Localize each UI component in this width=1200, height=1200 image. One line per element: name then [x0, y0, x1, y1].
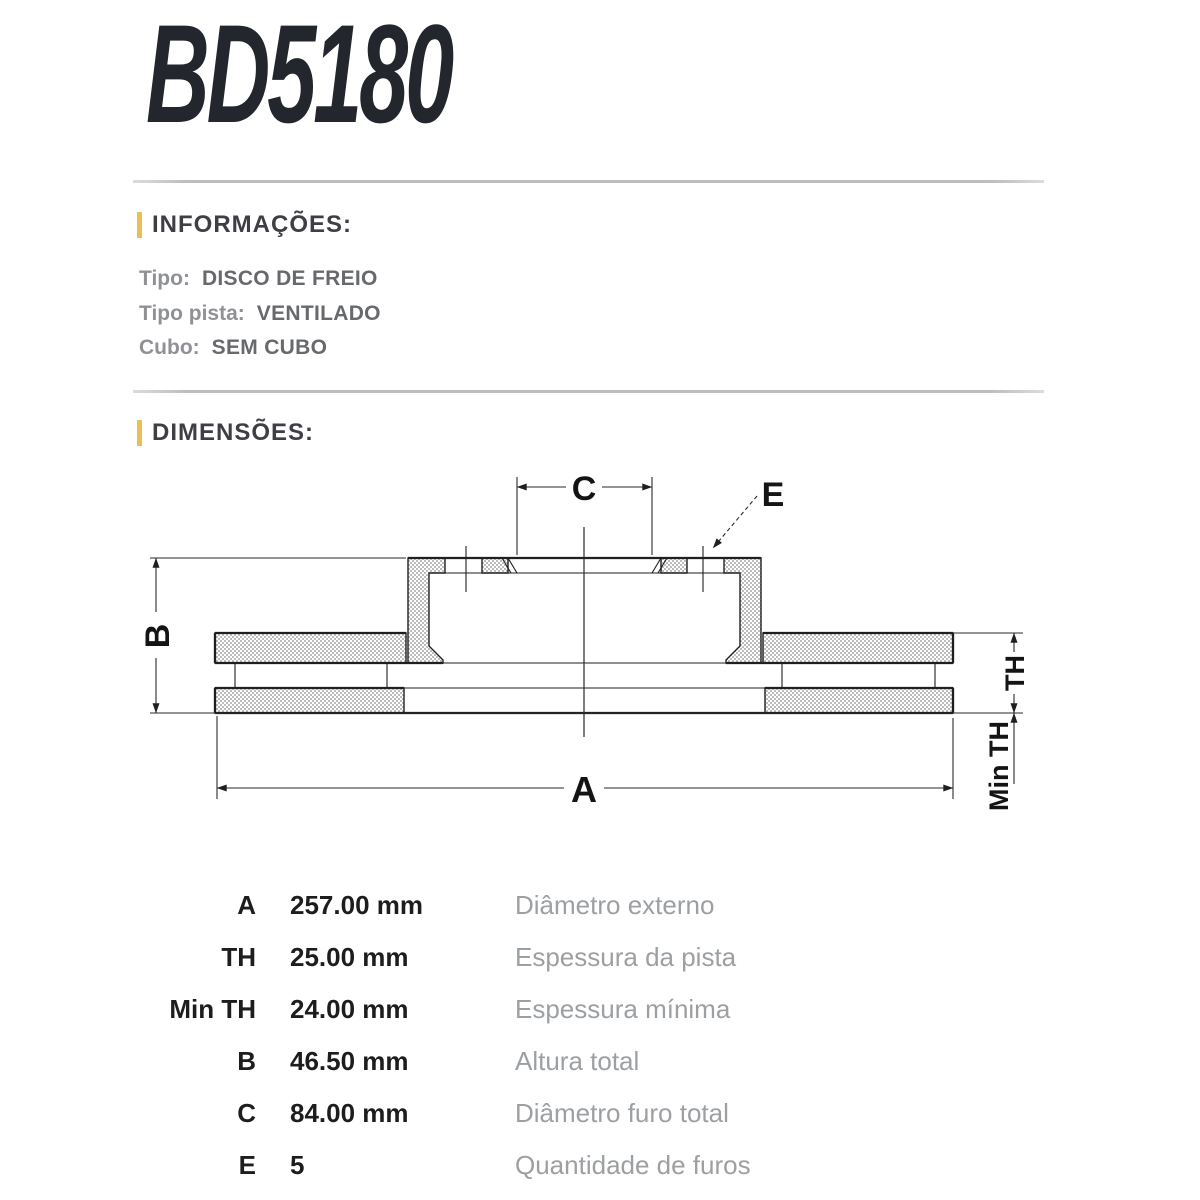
dim-key: TH — [221, 941, 256, 972]
dim-label-c: C — [571, 470, 597, 508]
dimension-min-th — [984, 713, 1014, 811]
info-row-tipo-pista — [139, 297, 381, 332]
table-row-th — [130, 931, 950, 983]
dim-value: 5 — [290, 1149, 305, 1180]
dim-label-th: TH — [1000, 655, 1030, 691]
dim-desc: Espessura mínima — [515, 993, 731, 1024]
brake-disc-cross-section-diagram — [128, 460, 1040, 820]
dimensoes-section-heading — [137, 419, 314, 447]
dim-label-e: E — [761, 476, 785, 514]
dim-value: 46.50 mm — [290, 1045, 409, 1076]
dim-desc: Diâmetro externo — [515, 889, 715, 920]
dimensions-table — [130, 879, 950, 1191]
informacoes-list — [139, 262, 381, 366]
part-number-title: BD5180 — [146, 0, 452, 152]
dim-value: 257.00 mm — [290, 889, 423, 920]
info-label: Tipo: — [139, 267, 190, 291]
dim-key: Min TH — [169, 993, 256, 1024]
dim-value: 84.00 mm — [290, 1097, 409, 1128]
table-row-min-th — [130, 983, 950, 1035]
info-value: VENTILADO — [256, 301, 381, 325]
dim-key: B — [237, 1045, 256, 1076]
accent-bar — [137, 420, 142, 446]
section-title: INFORMAÇÕES: — [152, 211, 352, 238]
info-label: Tipo pista: — [139, 301, 245, 325]
accent-bar — [137, 212, 142, 238]
info-value: SEM CUBO — [211, 336, 328, 360]
table-row-b — [130, 1035, 950, 1087]
info-row-cubo — [139, 331, 381, 366]
dimension-e — [713, 476, 784, 548]
table-row-a — [130, 879, 950, 931]
dim-desc: Espessura da pista — [515, 941, 737, 972]
dim-key: E — [238, 1149, 256, 1180]
dim-value: 25.00 mm — [290, 941, 409, 972]
divider — [133, 390, 1044, 393]
dimension-a — [217, 716, 953, 810]
info-label: Cubo: — [139, 336, 200, 360]
dim-desc: Altura total — [515, 1045, 640, 1076]
info-value: DISCO DE FREIO — [201, 267, 378, 291]
dim-label-a: A — [571, 769, 597, 810]
info-row-tipo — [139, 262, 381, 297]
table-row-c — [130, 1087, 950, 1139]
dim-desc: Diâmetro furo total — [515, 1097, 729, 1128]
dim-label-min-th: Min TH — [984, 721, 1014, 811]
dim-desc: Quantidade de furos — [515, 1149, 751, 1180]
section-title: DIMENSÕES: — [152, 419, 315, 446]
dim-label-b: B — [139, 623, 177, 649]
dim-key: C — [237, 1097, 256, 1128]
dim-key: A — [237, 889, 256, 920]
divider — [133, 180, 1044, 183]
informacoes-section-heading — [137, 211, 352, 239]
table-row-e — [130, 1139, 950, 1191]
dim-value: 24.00 mm — [290, 993, 409, 1024]
